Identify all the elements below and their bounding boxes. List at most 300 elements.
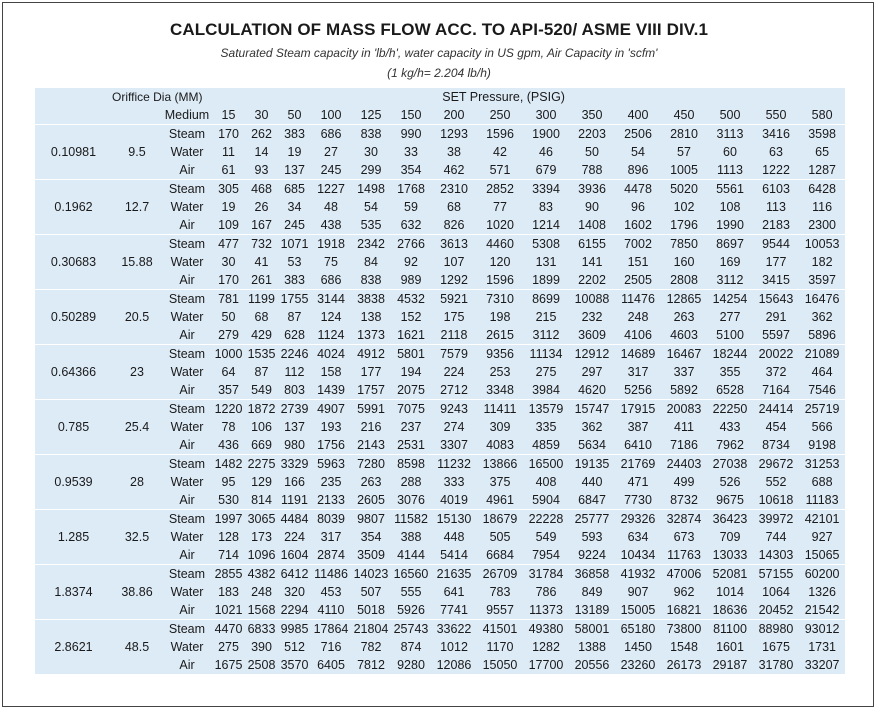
medium-cell: Steam [162,620,212,639]
capacity-value-cell: 42 [493,145,507,159]
capacity-value-cell: 21542 [804,603,840,617]
capacity-value-cell: 151 [627,255,649,269]
capacity-value-cell: 53 [287,255,302,269]
capacity-value-cell: 10088 [569,290,615,309]
table-row [35,565,845,584]
capacity-value-cell: 4083 [486,438,514,452]
capacity-value-cell: 1014 [716,585,744,599]
capacity-value-cell: 989 [400,273,422,287]
orifice-area-cell: 0.785 [35,400,112,455]
capacity-value-cell: 52081 [707,565,753,584]
capacity-value-cell: 448 [443,530,465,544]
capacity-value-cell: 2246 [278,345,311,364]
capacity-value-cell: 1602 [624,218,652,232]
capacity-value-cell: 383 [278,125,311,144]
capacity-value-cell: 26709 [477,565,523,584]
capacity-value-cell: 9224 [578,548,606,562]
capacity-value-cell: 3838 [351,290,391,309]
capacity-value-cell: 9243 [431,400,477,419]
capacity-value-cell: 1990 [716,218,744,232]
capacity-value-cell: 88980 [753,620,799,639]
capacity-value-cell: 1899 [532,273,560,287]
capacity-value-cell: 14254 [707,290,753,309]
capacity-value-cell: 1191 [281,493,308,507]
capacity-value-cell: 2294 [280,603,309,617]
capacity-value-cell: 297 [581,365,603,379]
capacity-value-cell: 4620 [578,383,606,397]
capacity-value-cell: 32874 [661,510,707,529]
medium-cell: Steam [162,235,212,254]
medium-cell: Air [179,548,195,562]
table-row [35,125,845,144]
capacity-value-cell: 783 [489,585,511,599]
capacity-value-cell: 593 [581,530,603,544]
capacity-value-cell: 41932 [615,565,661,584]
capacity-value-cell: 309 [489,420,511,434]
capacity-value-cell: 65180 [615,620,661,639]
medium-cell: Water [170,310,204,324]
capacity-value-cell: 571 [489,163,511,177]
medium-cell: Water [170,145,204,159]
capacity-value-cell: 92 [404,255,418,269]
capacity-value-cell: 1596 [486,273,514,287]
capacity-value-cell: 31253 [799,455,845,474]
capacity-value-cell: 15005 [620,603,656,617]
orifice-area-cell: 1.285 [35,510,112,565]
capacity-value-cell: 26 [254,200,269,214]
capacity-value-cell: 440 [581,475,603,489]
capacity-value-cell: 46 [539,145,553,159]
orifice-area-cell: 1.8374 [35,565,112,620]
capacity-value-cell: 7186 [670,438,698,452]
capacity-value-cell: 436 [218,438,239,452]
capacity-value-cell: 84 [364,255,378,269]
capacity-value-cell: 337 [673,365,695,379]
orifice-area-cell: 2.8621 [35,620,112,675]
capacity-value-cell: 68 [254,310,269,324]
capacity-value-cell: 1675 [214,658,243,672]
capacity-value-cell: 14 [254,145,269,159]
capacity-value-cell: 5100 [716,328,744,342]
capacity-value-cell: 245 [284,218,305,232]
capacity-value-cell: 1222 [762,163,790,177]
capacity-value-cell: 138 [360,310,382,324]
orifice-area-cell: 0.10981 [35,125,112,180]
capacity-value-cell: 215 [535,310,557,324]
capacity-value-cell: 3597 [808,273,837,287]
orifice-dia-cell: 48.5 [112,620,162,675]
capacity-value-cell: 980 [284,438,305,452]
capacity-value-cell: 566 [811,420,833,434]
capacity-value-cell: 8732 [670,493,698,507]
capacity-value-cell: 7730 [624,493,652,507]
capacity-value-cell: 33 [404,145,418,159]
capacity-value-cell: 3307 [440,438,468,452]
capacity-value-cell: 679 [535,163,557,177]
capacity-value-cell: 116 [812,200,833,214]
capacity-value-cell: 1071 [278,235,311,254]
capacity-value-cell: 19 [221,200,236,214]
capacity-value-cell: 5801 [391,345,431,364]
table-row [35,455,845,474]
capacity-value-cell: 709 [719,530,741,544]
capacity-value-cell: 390 [251,640,272,654]
capacity-value-cell: 11411 [477,400,523,419]
capacity-value-cell: 60 [723,145,737,159]
capacity-value-cell: 13579 [523,400,569,419]
pressure-header: 500 [719,108,741,122]
capacity-value-cell: 21635 [431,565,477,584]
capacity-value-cell: 279 [218,328,239,342]
orifice-dia-cell: 15.88 [112,235,162,290]
capacity-value-cell: 120 [489,255,511,269]
capacity-value-cell: 21804 [351,620,391,639]
capacity-value-cell: 4106 [624,328,652,342]
capacity-value-cell: 57 [677,145,691,159]
capacity-value-cell: 2275 [245,455,278,474]
capacity-value-cell: 874 [400,640,422,654]
capacity-value-cell: 10053 [799,235,845,254]
capacity-value-cell: 12865 [661,290,707,309]
capacity-value-cell: 8697 [707,235,753,254]
medium-cell: Steam [162,510,212,529]
orifice-dia-cell: 12.7 [112,180,162,235]
capacity-value-cell: 786 [535,585,557,599]
capacity-value-cell: 849 [581,585,603,599]
capacity-value-cell: 462 [443,163,465,177]
orifice-dia-cell: 25.4 [112,400,162,455]
capacity-value-cell: 354 [400,163,422,177]
capacity-value-cell: 2615 [486,328,514,342]
capacity-value-cell: 1675 [762,640,790,654]
medium-cell: Steam [162,455,212,474]
capacity-value-cell: 152 [400,310,422,324]
capacity-value-cell: 20022 [753,345,799,364]
medium-cell: Water [170,585,204,599]
capacity-value-cell: 2202 [578,273,606,287]
capacity-value-cell: 5018 [357,603,385,617]
capacity-value-cell: 838 [360,273,382,287]
capacity-value-cell: 335 [535,420,557,434]
capacity-value-cell: 2739 [278,400,311,419]
capacity-value-cell: 1757 [357,383,385,397]
capacity-value-cell: 477 [212,235,245,254]
capacity-value-cell: 6410 [624,438,652,452]
capacity-value-cell: 1287 [808,163,837,177]
capacity-value-cell: 3613 [431,235,477,254]
capacity-value-cell: 3984 [532,383,560,397]
capacity-value-cell: 732 [245,235,278,254]
capacity-value-cell: 1282 [532,640,560,654]
capacity-value-cell: 29326 [615,510,661,529]
capacity-value-cell: 112 [284,365,305,379]
capacity-value-cell: 15050 [482,658,518,672]
capacity-value-cell: 1918 [311,235,351,254]
capacity-value-cell: 962 [673,585,695,599]
capacity-value-cell: 262 [245,125,278,144]
capacity-value-cell: 4478 [615,180,661,199]
capacity-value-cell: 19135 [569,455,615,474]
pressure-header: 400 [627,108,649,122]
conversion-note: (1 kg/h= 2.204 lb/h) [387,66,491,80]
capacity-value-cell: 555 [400,585,422,599]
capacity-value-cell: 237 [400,420,422,434]
capacity-value-cell: 641 [443,585,465,599]
capacity-value-cell: 744 [765,530,787,544]
capacity-value-cell: 552 [765,475,787,489]
table-row [35,180,845,199]
capacity-value-cell: 13033 [712,548,748,562]
capacity-value-cell: 354 [360,530,382,544]
capacity-value-cell: 2852 [477,180,523,199]
capacity-value-cell: 16821 [666,603,702,617]
capacity-value-cell: 5256 [624,383,652,397]
capacity-value-cell: 8734 [762,438,790,452]
medium-cell: Water [170,365,204,379]
capacity-value-cell: 1601 [716,640,744,654]
capacity-value-cell: 1227 [311,180,351,199]
capacity-value-cell: 5926 [397,603,425,617]
capacity-value-cell: 11476 [615,290,661,309]
capacity-value-cell: 317 [320,530,342,544]
capacity-value-cell: 61 [221,163,236,177]
capacity-value-cell: 90 [585,200,599,214]
capacity-value-cell: 291 [765,310,787,324]
capacity-value-cell: 686 [320,273,342,287]
capacity-value-cell: 193 [320,420,342,434]
capacity-value-cell: 288 [400,475,422,489]
capacity-value-cell: 4024 [311,345,351,364]
capacity-value-cell: 333 [443,475,465,489]
capacity-value-cell: 1900 [523,125,569,144]
capacity-value-cell: 4532 [391,290,431,309]
capacity-value-cell: 438 [320,218,342,232]
capacity-value-cell: 2605 [357,493,385,507]
pressure-header: 300 [535,108,557,122]
capacity-value-cell: 383 [284,273,305,287]
capacity-value-cell: 9985 [278,620,311,639]
medium-cell: Steam [162,400,212,419]
capacity-value-cell: 63 [769,145,783,159]
capacity-value-cell: 388 [400,530,422,544]
capacity-value-cell: 87 [254,365,269,379]
capacity-value-cell: 471 [627,475,649,489]
capacity-value-cell: 9198 [808,438,837,452]
capacity-value-cell: 628 [284,328,305,342]
capacity-value-cell: 634 [627,530,649,544]
capacity-value-cell: 896 [627,163,649,177]
pressure-header: 50 [287,108,302,122]
capacity-value-cell: 6405 [317,658,345,672]
capacity-value-cell: 93 [254,163,269,177]
capacity-value-cell: 26173 [666,658,702,672]
capacity-value-cell: 2766 [391,235,431,254]
capacity-value-cell: 1450 [624,640,652,654]
capacity-value-cell: 20556 [574,658,610,672]
capacity-value-cell: 261 [251,273,272,287]
capacity-value-cell: 5904 [532,493,560,507]
pressure-header: 250 [489,108,511,122]
capacity-value-cell: 927 [811,530,833,544]
capacity-value-cell: 33622 [431,620,477,639]
medium-cell: Water [170,200,204,214]
capacity-value-cell: 7280 [351,455,391,474]
capacity-value-cell: 93012 [799,620,845,639]
capacity-value-cell: 3394 [523,180,569,199]
capacity-value-cell: 6428 [799,180,845,199]
capacity-value-cell: 18636 [712,603,748,617]
capacity-value-cell: 3609 [578,328,606,342]
capacity-value-cell: 21089 [799,345,845,364]
capacity-value-cell: 22250 [707,400,753,419]
capacity-value-cell: 1548 [670,640,698,654]
capacity-value-cell: 75 [324,255,338,269]
capacity-value-cell: 59 [404,200,418,214]
capacity-value-cell: 25743 [391,620,431,639]
capacity-value-cell: 77 [493,200,507,214]
capacity-value-cell: 128 [218,530,239,544]
capacity-value-cell: 1997 [212,510,245,529]
capacity-value-cell: 198 [489,310,511,324]
pressure-header: 350 [581,108,603,122]
capacity-value-cell: 1199 [245,290,278,309]
capacity-value-cell: 453 [320,585,342,599]
capacity-value-cell: 355 [719,365,741,379]
capacity-value-cell: 60200 [799,565,845,584]
capacity-value-cell: 1170 [486,640,514,654]
capacity-value-cell: 716 [320,640,342,654]
capacity-value-cell: 14303 [758,548,794,562]
capacity-value-cell: 177 [765,255,787,269]
medium-cell: Water [170,475,204,489]
capacity-value-cell: 9675 [716,493,744,507]
capacity-value-cell: 175 [443,310,465,324]
capacity-value-cell: 1439 [317,383,345,397]
capacity-value-cell: 31780 [758,658,794,672]
capacity-value-cell: 1000 [212,345,245,364]
capacity-value-cell: 1064 [762,585,790,599]
capacity-value-cell: 6155 [569,235,615,254]
capacity-value-cell: 216 [360,420,382,434]
medium-cell: Steam [162,345,212,364]
capacity-value-cell: 1113 [717,163,743,177]
capacity-value-cell: 160 [673,255,695,269]
document-frame [2,2,874,707]
capacity-value-cell: 1021 [214,603,243,617]
capacity-value-cell: 9280 [397,658,425,672]
capacity-value-cell: 5020 [661,180,707,199]
medium-cell: Air [179,328,195,342]
capacity-value-cell: 1756 [317,438,345,452]
capacity-value-cell: 669 [251,438,272,452]
capacity-value-cell: 468 [245,180,278,199]
capacity-value-cell: 907 [627,585,649,599]
capacity-value-cell: 13189 [574,603,610,617]
orifice-area-cell: 0.50289 [35,290,112,345]
capacity-value-cell: 166 [284,475,305,489]
capacity-value-cell: 2808 [670,273,698,287]
capacity-value-cell: 102 [673,200,695,214]
capacity-value-cell: 170 [212,125,245,144]
capacity-value-cell: 814 [251,493,272,507]
capacity-value-cell: 2342 [351,235,391,254]
capacity-value-cell: 48 [324,200,338,214]
capacity-value-cell: 183 [218,585,239,599]
capacity-value-cell: 24403 [661,455,707,474]
capacity-value-cell: 54 [364,200,378,214]
medium-cell: Water [170,530,204,544]
pressure-header: 100 [320,108,342,122]
capacity-value-cell: 3936 [569,180,615,199]
capacity-value-cell: 375 [489,475,511,489]
capacity-value-cell: 5597 [762,328,790,342]
capacity-value-cell: 17700 [528,658,564,672]
capacity-value-cell: 1293 [431,125,477,144]
capacity-value-cell: 9807 [351,510,391,529]
capacity-value-cell: 20452 [758,603,794,617]
capacity-value-cell: 11486 [311,565,351,584]
table-row [35,400,845,419]
capacity-value-cell: 5892 [670,383,698,397]
medium-cell: Water [170,255,204,269]
capacity-value-cell: 1388 [578,640,606,654]
capacity-value-cell: 429 [251,328,272,342]
medium-cell: Air [179,163,195,177]
capacity-value-cell: 8039 [311,510,351,529]
capacity-value-cell: 194 [400,365,422,379]
capacity-value-cell: 2874 [317,548,345,562]
medium-cell: Air [179,218,195,232]
capacity-value-cell: 632 [400,218,422,232]
table-row [35,290,845,309]
capacity-value-cell: 57155 [753,565,799,584]
capacity-value-cell: 78 [221,420,236,434]
capacity-value-cell: 6833 [245,620,278,639]
pressure-header: 125 [360,108,382,122]
capacity-value-cell: 2712 [440,383,468,397]
orifice-dia-header: Oriffice Dia (MM) [112,90,203,104]
capacity-value-cell: 33207 [804,658,840,672]
capacity-value-cell: 22228 [523,510,569,529]
capacity-value-cell: 4603 [670,328,698,342]
capacity-value-cell: 505 [489,530,511,544]
capacity-value-cell: 5963 [311,455,351,474]
capacity-value-cell: 408 [535,475,557,489]
medium-cell: Steam [162,290,212,309]
capacity-value-cell: 235 [320,475,342,489]
capacity-value-cell: 3348 [486,383,514,397]
capacity-value-cell: 1796 [670,218,698,232]
capacity-value-cell: 95 [221,475,236,489]
capacity-value-cell: 81100 [707,620,753,639]
capacity-value-cell: 5308 [523,235,569,254]
capacity-value-cell: 1482 [212,455,245,474]
pressure-header: 15 [221,108,236,122]
capacity-value-cell: 688 [811,475,833,489]
capacity-value-cell: 4912 [351,345,391,364]
medium-cell: Water [170,640,204,654]
page-title: CALCULATION OF MASS FLOW ACC. TO API-520/ ASME VIII DIV.1 [169,20,709,39]
medium-cell: Steam [162,180,212,199]
orifice-area-cell: 0.64366 [35,345,112,400]
capacity-value-cell: 1408 [578,218,606,232]
capacity-value-cell: 549 [251,383,272,397]
capacity-value-cell: 182 [811,255,833,269]
capacity-value-cell: 263 [360,475,382,489]
capacity-value-cell: 18679 [477,510,523,529]
capacity-value-cell: 16560 [391,565,431,584]
capacity-value-cell: 224 [284,530,305,544]
